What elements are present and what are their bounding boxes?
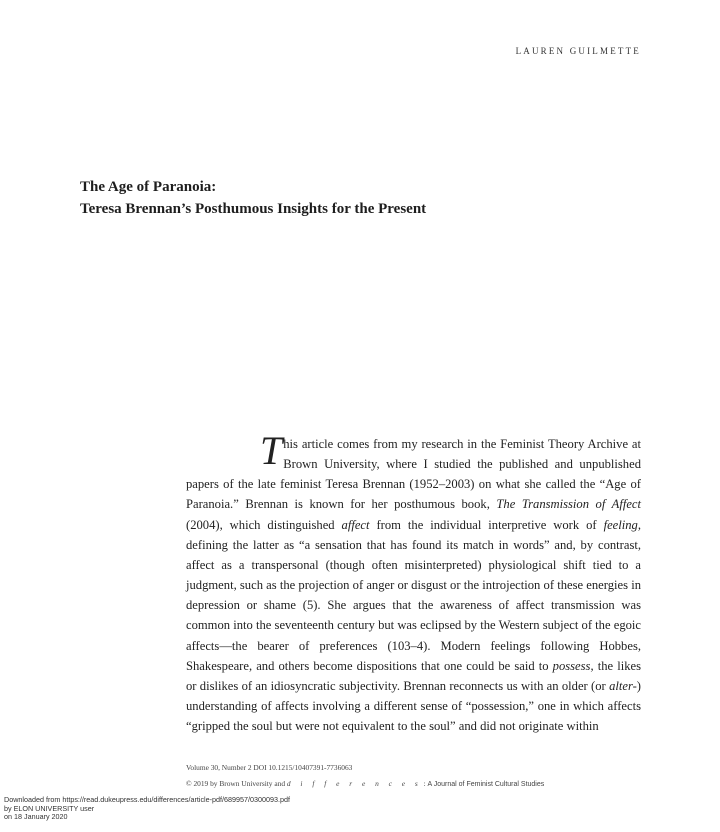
body-text-4: defining the latter as “a sensation that has found its match in words” and, by contrast, affect as a transpersonal (though often misinterpreted) physiological shift tied to a judgment, such as the projection of anger or disgust or the introjection of these energies in depression or shame (5). She argues that the awareness of affect transmission was common into the seventeenth century but was eclipsed by the Western subject of the egoic affects—the bearer of preferences (103–4). Modern feelings following Hobbes, Shakespeare, and others become dispositions that one could be said to (186, 537, 641, 673)
journal-name: d i f f e r e n c e s (286, 779, 422, 788)
term-alter: alter- (609, 678, 637, 693)
copyright-text: © 2019 by Brown University and (186, 779, 287, 788)
term-affect: affect (341, 517, 370, 532)
publication-metadata (186, 760, 646, 793)
body-text-6: ) understanding of affects involving a different sense of “possession,” one in which affects “gripped the soul but were not equivalent to the soul” and did not originate within (186, 678, 641, 734)
body-text-2: (2004), which distinguished (186, 517, 342, 532)
title-line-2: Teresa Brennan’s Posthumous Insights for the Present (80, 201, 427, 217)
title-line-1: The Age of Paranoia: (80, 179, 217, 195)
running-header-author: LAUREN GUILMETTE (515, 46, 641, 56)
download-line-2: by ELON UNIVERSITY user (4, 803, 95, 813)
download-line-1: Downloaded from https://read.dukeupress.edu/differences/article-pdf/689957/0300093.pdf (4, 795, 290, 804)
volume-doi: Volume 30, Number 2 DOI 10.1215/10407391-7736063 (186, 763, 353, 772)
body-text-5: the likes or dislikes of an idiosyncratic subjectivity. Brennan reconnects us with an older (or (186, 658, 641, 693)
journal-colon: : (421, 779, 428, 788)
article-title (80, 176, 600, 220)
body-text-1: his article comes from my research in the Feminist Theory Archive at Brown University, where I studied the published and unpublished papers of the late feminist Teresa Brennan (1952–2003) on what she called the “Age of Paranoia.” Brennan is known for her posthumous book, (186, 437, 641, 512)
journal-subtitle: A Journal of Feminist Cultural Studies (427, 781, 545, 788)
download-line-3: on 18 January 2020 (4, 812, 68, 822)
drop-cap: T (260, 428, 283, 473)
article-body (186, 428, 642, 736)
copyright-line (186, 776, 646, 793)
term-possess: possess, (552, 658, 594, 673)
term-feeling: feeling, (603, 517, 641, 532)
download-notice (4, 796, 290, 822)
body-text-3: from the individual interpretive work of (369, 517, 604, 532)
book-title: The Transmission of Affect (496, 497, 642, 512)
